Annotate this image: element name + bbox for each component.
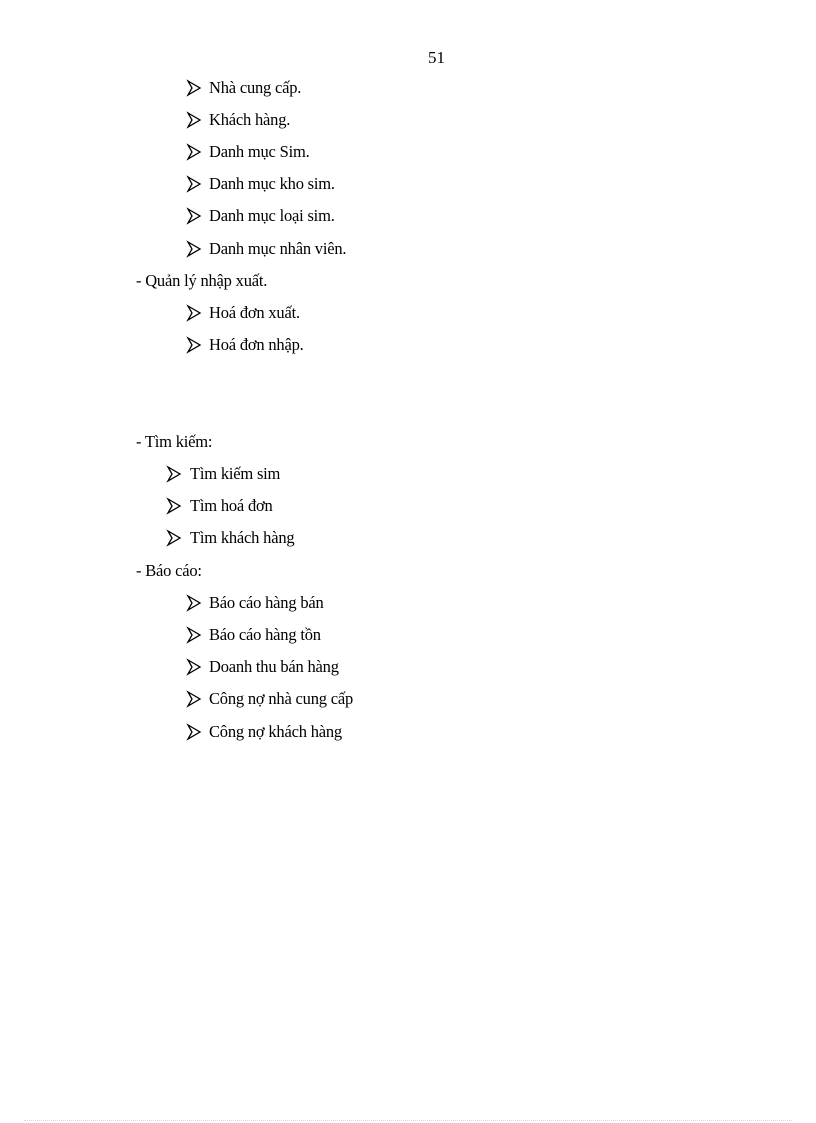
- section-heading-bao-cao: - Báo cáo:: [136, 561, 202, 580]
- list-item-label: Danh mục kho sim.: [209, 174, 335, 193]
- arrow-bullet-icon: [186, 594, 202, 612]
- arrow-bullet-icon: [186, 79, 202, 97]
- arrow-bullet-icon: [186, 690, 202, 708]
- list-item-label: Doanh thu bán hàng: [209, 657, 339, 676]
- arrow-bullet-icon: [186, 143, 202, 161]
- list-item-label: Công nợ khách hàng: [209, 722, 342, 741]
- arrow-bullet-icon: [166, 497, 182, 515]
- list-item-label: Báo cáo hàng bán: [209, 593, 324, 612]
- list-item-label: Danh mục Sim.: [209, 142, 310, 161]
- list-item-label: Báo cáo hàng tồn: [209, 625, 321, 644]
- section-heading-nhap-xuat: - Quản lý nhập xuất.: [136, 271, 268, 290]
- arrow-bullet-icon: [186, 626, 202, 644]
- arrow-bullet-icon: [186, 175, 202, 193]
- list-item-label: Tìm kiếm sim: [190, 464, 281, 483]
- list-item-label: Tìm khách hàng: [190, 528, 295, 547]
- list-item-label: Hoá đơn xuất.: [209, 303, 300, 322]
- page-bottom-divider: [24, 1120, 792, 1121]
- arrow-bullet-icon: [166, 465, 182, 483]
- section-heading-tim-kiem: - Tìm kiếm:: [136, 432, 213, 451]
- list-item-label: Tìm hoá đơn: [190, 496, 273, 515]
- list-item-label: Nhà cung cấp.: [209, 78, 302, 97]
- list-item-label: Công nợ nhà cung cấp: [209, 689, 354, 708]
- arrow-bullet-icon: [186, 111, 202, 129]
- arrow-bullet-icon: [186, 336, 202, 354]
- arrow-bullet-icon: [186, 207, 202, 225]
- arrow-bullet-icon: [186, 240, 202, 258]
- list-item-label: Khách hàng.: [209, 110, 291, 129]
- arrow-bullet-icon: [186, 658, 202, 676]
- arrow-bullet-icon: [166, 529, 182, 547]
- list-item-label: Danh mục loại sim.: [209, 206, 335, 225]
- page-number: 51: [428, 48, 445, 67]
- arrow-bullet-icon: [186, 304, 202, 322]
- list-item-label: Danh mục nhân viên.: [209, 239, 347, 258]
- arrow-bullet-icon: [186, 723, 202, 741]
- list-item-label: Hoá đơn nhập.: [209, 335, 304, 354]
